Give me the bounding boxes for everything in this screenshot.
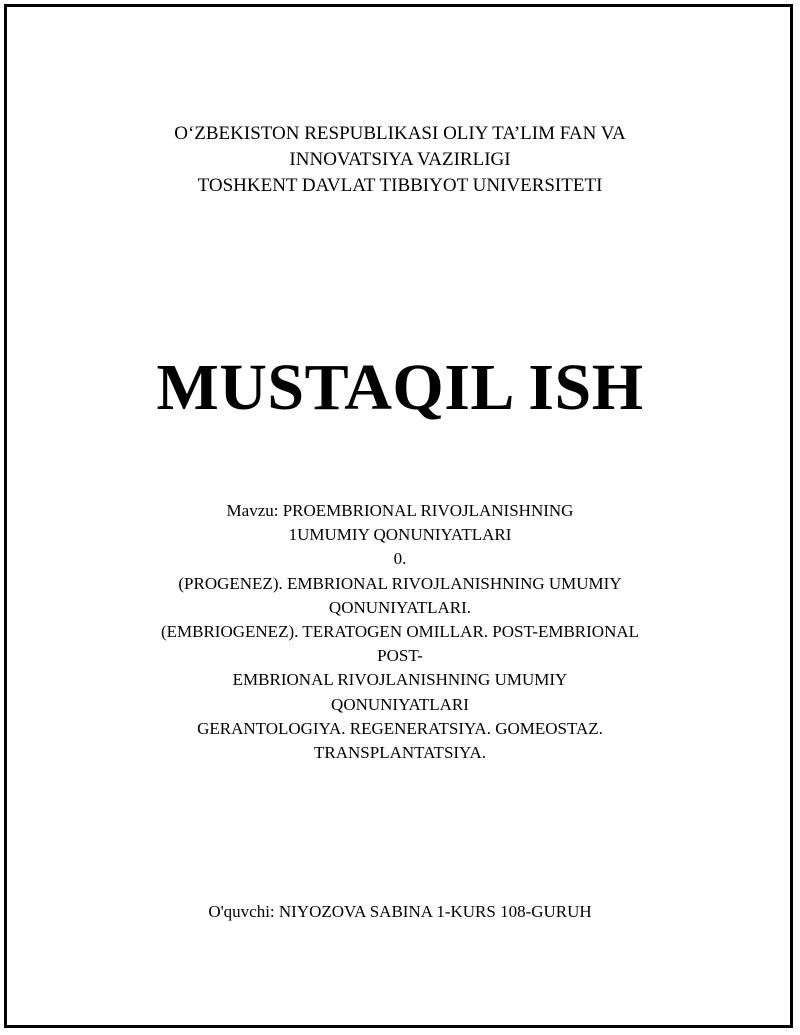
institution-header [0,121,800,199]
topic-line: QONUNIYATLARI [331,694,469,714]
document-title: MUSTAQIL ISH [156,351,644,424]
university-name: TOSHKENT DAVLAT TIBBIYOT UNIVERSITETI [197,175,603,196]
topic-line: GERANTOLOGIYA. REGENERATSIYA. GOMEOSTAZ. [197,718,603,738]
student-info: O'quvchi: NIYOZOVA SABINA 1-KURS 108-GURUH [208,902,592,921]
topic-line: (EMBRIOGENEZ). TERATOGEN OMILLAR. POST-EMBRIONAL [160,622,640,642]
topic-block [0,499,800,765]
topic-line: POST- [377,646,423,666]
topic-line: 0. [393,549,407,569]
topic-line: EMBRIONAL RIVOJLANISHNING UMUMIY [232,670,568,690]
ministry-name-line-1: O‘ZBEKISTON RESPUBLIKASI OLIY TA’LIM FAN VA [174,123,626,144]
topic-line: QONUNIYATLARI. [328,597,472,617]
topic-line: 1UMUMIY QONUNIYATLARI [288,525,512,545]
topic-line: Mavzu: PROEMBRIONAL RIVOJLANISHNING [226,501,574,520]
topic-line: (PROGENEZ). EMBRIONAL RIVOJLANISHNING UMUMIY [178,573,622,593]
topic-line: TRANSPLANTATSIYA. [314,743,486,763]
ministry-name-line-2: INNOVATSIYA VAZIRLIGI [289,149,511,170]
